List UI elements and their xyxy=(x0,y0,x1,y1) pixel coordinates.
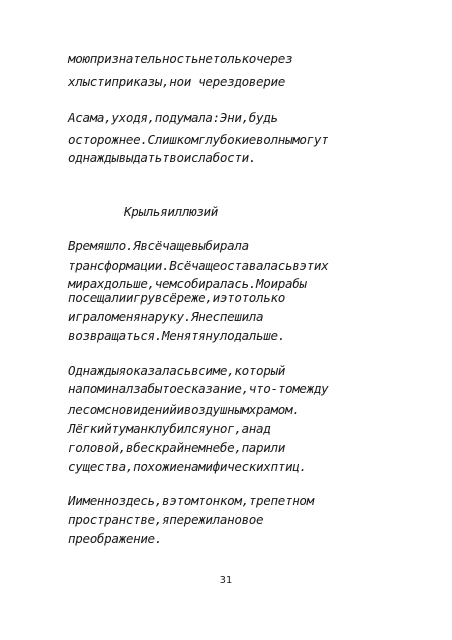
section-title: Крыльяиллюзий xyxy=(124,204,219,219)
text-line: Времяшло.Явсёчащевыбирала xyxy=(68,238,249,253)
text-line: трансформации.Всёчащеоставаласьвэтих xyxy=(68,258,329,273)
text-line: осторожнее.Слишкомглубокиеволнымогут xyxy=(68,132,329,147)
text-line: лесомсновиденийивоздушнымхрамом. xyxy=(68,402,300,417)
text-line: Однаждыяоказаласьвсиме,который xyxy=(68,363,285,378)
text-line: хлыстиприказы,нои черездоверие xyxy=(68,74,285,89)
text-line: напоминалзабытоесказание,что-томежду xyxy=(68,381,329,396)
text-line: пространстве,япережилановое xyxy=(68,512,264,527)
text-line: Иименноздесь,вэтомтонком,трепетном xyxy=(68,493,314,508)
text-line: играломенянаруку.Янеспешила xyxy=(68,309,264,324)
text-line: моюпризнательностьнетолькочерез xyxy=(68,51,293,66)
text-line: посещалиигрувсёреже,иэтотолько xyxy=(68,290,285,305)
text-line: головой,вбескрайнемнебе,парили xyxy=(68,440,285,455)
text-line: возвращаться.Менятянулодальше. xyxy=(68,328,285,343)
text-line: мирахдольше,чемсобиралась.Моирабы xyxy=(68,276,307,291)
text-line: существа,похожиенамифическихптиц. xyxy=(68,459,307,474)
text-line: Лёгкийтуманклубилсяуног,анад xyxy=(68,421,271,436)
page-number: 31 xyxy=(219,575,233,586)
text-line: однаждывыдатьтвоислабости. xyxy=(68,150,257,165)
text-line: Асама,уходя,подумала:Эни,будь xyxy=(68,110,278,125)
text-line: преображение. xyxy=(68,531,163,546)
